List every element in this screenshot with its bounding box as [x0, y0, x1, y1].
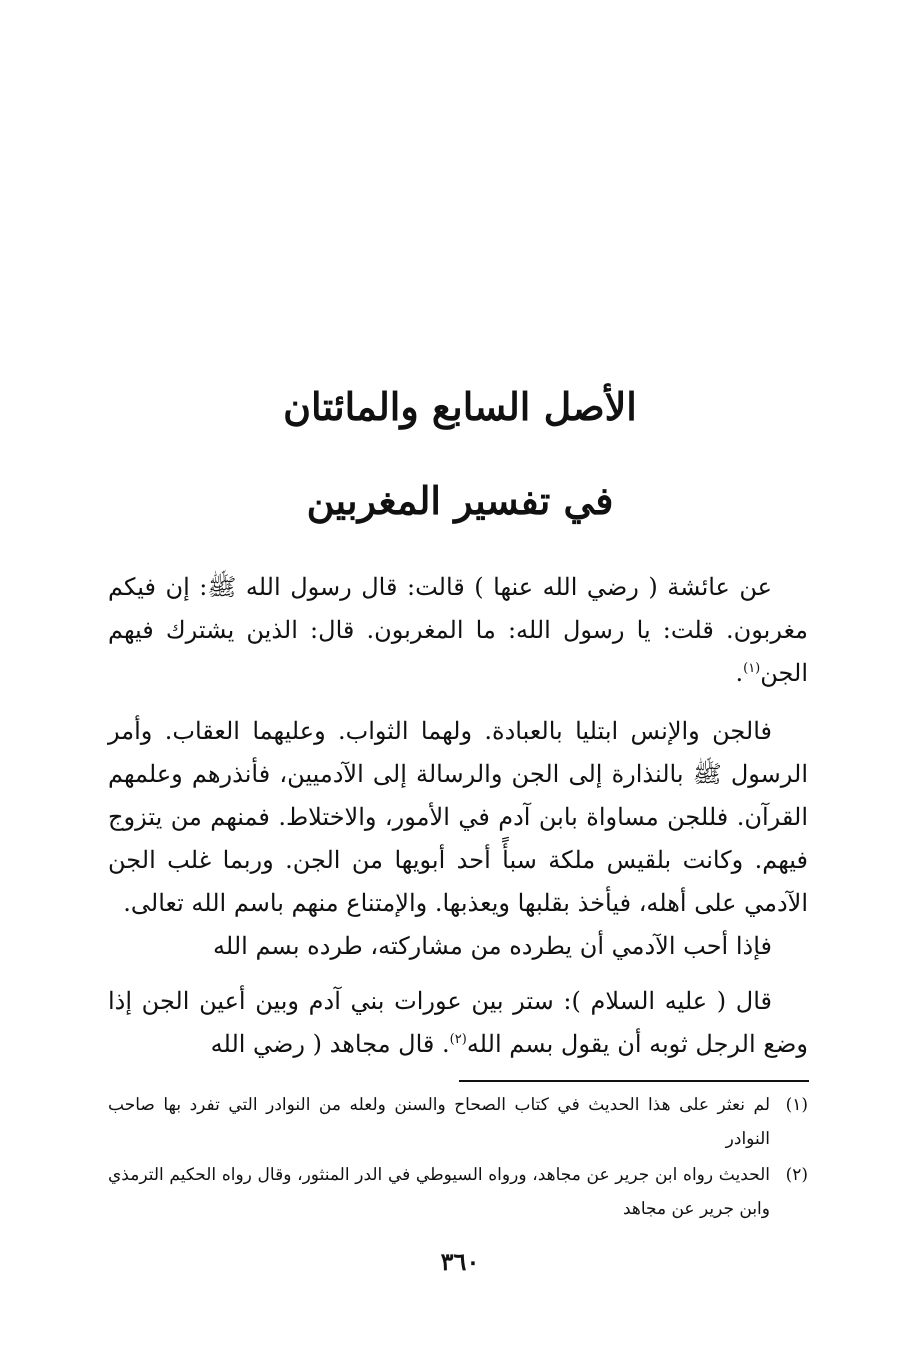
paragraph-tail: . — [735, 659, 744, 687]
paragraph-hadith-covering — [108, 980, 808, 1066]
paragraph-text: عن عائشة ( رضي الله عنها ) قالت: قال رسول الله ﷺ: إن فيكم مغربون. قلت: يا رسول الله: ما المغربون. قال: الذين يشترك فيهم الجن — [108, 573, 808, 687]
paragraph-last-line: فإذا أحب الآدمي أن يطرده من مشاركته، طرده بسم الله — [213, 932, 772, 960]
footnote-1 — [108, 1088, 808, 1156]
paragraph-jinn-explanation — [108, 710, 808, 968]
footnote-separator — [459, 1080, 809, 1082]
footnote-ref-1: (١) — [743, 661, 761, 676]
footnote-number: (٢) — [785, 1165, 808, 1185]
chapter-title: الأصل السابع والمائتان — [283, 384, 637, 429]
paragraph-text: قال ( عليه السلام ): ستر بين عورات بني آدم وبين أعين الجن إذا وضع الرجل ثوبه أن يقول بسم الله — [108, 987, 808, 1058]
footnote-number: (١) — [785, 1095, 808, 1115]
footnote-text: الحديث رواه ابن جرير عن مجاهد، ورواه السيوطي في الدر المنثور، وقال رواه الحكيم الترمذي وابن جرير عن مجاهد — [108, 1165, 770, 1219]
chapter-subtitle: في تفسير المغربين — [306, 478, 614, 523]
paragraph-tail: . قال مجاهد ( رضي الله — [210, 1030, 450, 1058]
paragraph-text: فالجن والإنس ابتليا بالعبادة. ولهما الثواب. وعليهما العقاب. وأمر الرسول ﷺ بالنذارة إلى الجن والرسالة إلى الآدميين، فأنذرهم وعلمهم القرآن. فللجن مساواة بابن آدم في الأمور، والاختلاط. فمنهم من يتزوج فيهم. وكانت بلقيس ملكة سبأً أحد أبويها من الجن. وربما غلب الجن الآدمي على أهله، فيأخذ بقلبها ويعذبها. والإمتناع منهم باسم الله تعالى. — [108, 717, 809, 917]
footnote-text: لم نعثر على هذا الحديث في كتاب الصحاح والسنن ولعله من النوادر التي تفرد بها صاحب النوادر — [108, 1095, 770, 1149]
paragraph-hadith-aisha — [108, 566, 808, 695]
footnotes — [108, 1088, 808, 1228]
footnote-ref-2: (٢) — [449, 1032, 467, 1047]
page-number: ٣٦٠ — [440, 1247, 480, 1276]
footnote-2 — [108, 1158, 808, 1226]
